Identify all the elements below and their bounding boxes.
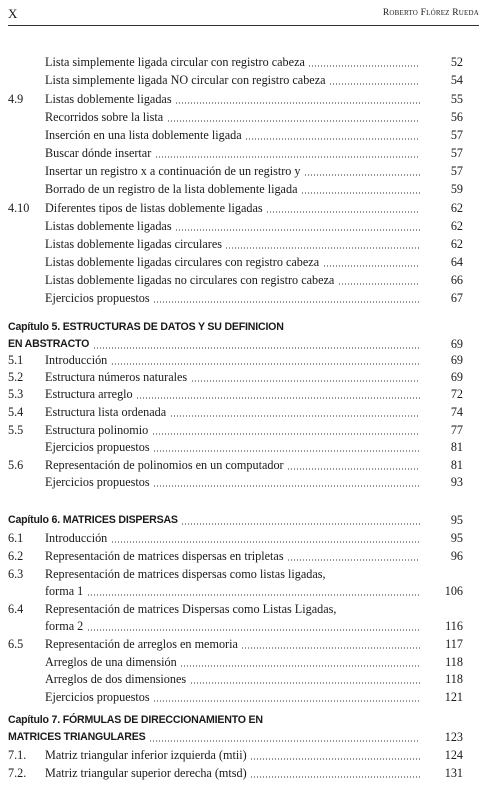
page-number: 81	[450, 458, 463, 472]
page-number: 62	[450, 201, 463, 215]
entry-title: Matriz triangular inferior izquierda (mtii)	[45, 748, 247, 762]
toc-entry	[0, 439, 487, 456]
entry-title: Matriz triangular superior derecha (mtsd)	[45, 766, 247, 780]
dot-leader	[225, 247, 420, 249]
toc-entry	[0, 765, 487, 782]
toc-entry	[0, 254, 487, 271]
section-number: 4.10	[8, 201, 30, 215]
page-number: 57	[450, 164, 463, 178]
dot-leader	[111, 363, 420, 365]
entry-title: Estructura polinomio	[45, 423, 149, 437]
entry-title: Buscar dónde insertar	[45, 146, 152, 160]
toc-entry	[0, 127, 487, 144]
page-number: 69	[450, 370, 463, 384]
dot-leader	[149, 740, 420, 742]
dot-leader	[87, 629, 420, 631]
entry-title: Borrado de un registro de la lista doblemente ligada	[45, 182, 298, 196]
toc-entry	[0, 636, 487, 653]
dot-leader	[266, 211, 420, 213]
page-number: 123	[444, 730, 463, 744]
dot-leader	[301, 192, 420, 194]
section-number: 6.2	[8, 549, 24, 563]
author-name: Roberto Flórez Rueda	[382, 8, 479, 18]
dot-leader	[136, 397, 420, 399]
toc-entry	[0, 352, 487, 369]
page-number: 62	[450, 237, 463, 251]
dot-leader	[155, 156, 420, 158]
dot-leader	[175, 102, 420, 104]
toc-entry	[0, 386, 487, 403]
entry-title: Representación de matrices dispersas en tripletas	[45, 549, 284, 563]
toc-entry	[0, 457, 487, 474]
toc-entry	[0, 200, 487, 217]
page-number: 57	[450, 146, 463, 160]
toc-entry	[0, 583, 487, 600]
toc-entry	[0, 618, 487, 635]
dot-leader	[329, 83, 420, 85]
section-number: 6.3	[8, 567, 24, 581]
page-number-roman: X	[8, 6, 18, 21]
section-number: 5.6	[8, 458, 24, 472]
toc-entry	[0, 272, 487, 289]
dot-leader	[323, 265, 420, 267]
chapter-heading	[0, 336, 487, 353]
entry-title: Lista simplemente ligada NO circular con registro cabeza	[45, 73, 326, 87]
entry-title: Ejercicios propuestos	[45, 291, 150, 305]
page-number: 117	[445, 637, 463, 651]
section-number: 5.4	[8, 405, 24, 419]
page-number: 118	[445, 655, 463, 669]
dot-leader	[153, 485, 420, 487]
dot-leader	[250, 776, 420, 778]
entry-title: forma 1	[45, 584, 84, 598]
page-number: 62	[450, 219, 463, 233]
page-number: 131	[444, 766, 463, 780]
toc-entry	[0, 422, 487, 439]
section-number: 4.9	[8, 92, 24, 106]
dot-leader	[245, 138, 420, 140]
dot-leader	[175, 229, 420, 231]
dot-leader	[170, 415, 420, 417]
entry-title: Estructura arreglo	[45, 387, 133, 401]
entry-title: Representación de matrices Dispersas como Listas Ligadas,	[45, 602, 337, 616]
dot-leader	[111, 541, 420, 543]
entry-title: Inserción en una lista doblemente ligada	[45, 128, 242, 142]
toc-entry	[0, 72, 487, 89]
page-number: 67	[450, 291, 463, 305]
section-number: 5.5	[8, 423, 24, 437]
entry-title: Listas doblemente ligadas	[45, 92, 172, 106]
entry-title: MATRICES TRIANGULARES	[8, 731, 146, 743]
entry-title: Arreglos de una dimensión	[45, 655, 177, 669]
page-number: 116	[445, 619, 463, 633]
entry-title: Listas doblemente ligadas circulares con registro cabeza	[45, 255, 320, 269]
page-number: 69	[450, 353, 463, 367]
entry-title: Representación de polinomios en un computador	[45, 458, 284, 472]
entry-title: Listas doblemente ligadas	[45, 219, 172, 233]
toc-entry	[0, 163, 487, 180]
section-number: 6.5	[8, 637, 24, 651]
toc-entry	[0, 530, 487, 547]
entry-title: Capítulo 5. ESTRUCTURAS DE DATOS Y SU DEFINICION	[8, 321, 284, 333]
toc-entry	[0, 181, 487, 198]
page-number: 52	[450, 55, 463, 69]
dot-leader	[250, 758, 420, 760]
chapter-heading	[0, 512, 487, 529]
entry-title: Introducción	[45, 531, 108, 545]
toc-entry	[0, 689, 487, 706]
toc-entry	[0, 474, 487, 491]
page-number: 106	[444, 584, 463, 598]
page-number: 95	[450, 513, 463, 527]
entry-title: Listas doblemente ligadas no circulares con registro cabeza	[45, 273, 335, 287]
page-number: 54	[450, 73, 463, 87]
page-number: 56	[450, 110, 463, 124]
entry-title: forma 2	[45, 619, 84, 633]
toc-entry	[0, 54, 487, 71]
entry-title: Introducción	[45, 353, 108, 367]
section-number: 5.1	[8, 353, 24, 367]
page-number: 121	[444, 690, 463, 704]
toc-entry	[0, 290, 487, 307]
entry-title: Ejercicios propuestos	[45, 475, 150, 489]
dot-leader	[287, 468, 420, 470]
entry-title: Lista simplemente ligada circular con registro cabeza	[45, 55, 305, 69]
page-number: 69	[450, 337, 463, 351]
page-number: 95	[450, 531, 463, 545]
page-number: 118	[445, 672, 463, 686]
toc-entry	[0, 747, 487, 764]
entry-title: Capítulo 6. MATRICES DISPERSAS	[8, 514, 178, 526]
chapter-heading	[0, 319, 487, 336]
page-number: 59	[450, 182, 463, 196]
dot-leader	[87, 594, 420, 596]
section-number: 7.1.	[8, 748, 27, 762]
dot-leader	[287, 559, 420, 561]
page-number: 77	[450, 423, 463, 437]
dot-leader	[191, 380, 420, 382]
page-number: 57	[450, 128, 463, 142]
entry-title: Ejercicios propuestos	[45, 690, 150, 704]
dot-leader	[338, 283, 420, 285]
entry-title: Capítulo 7. FÓRMULAS DE DIRECCIONAMIENTO EN	[8, 714, 263, 726]
dot-leader	[153, 700, 420, 702]
entry-title: Arreglos de dos dimensiones	[45, 672, 187, 686]
toc-entry	[0, 566, 487, 583]
chapter-heading	[0, 712, 487, 729]
dot-leader	[167, 120, 420, 122]
section-number: 5.2	[8, 370, 24, 384]
toc-entry	[0, 236, 487, 253]
dot-leader	[152, 433, 420, 435]
page-number: 96	[450, 549, 463, 563]
toc-entry	[0, 671, 487, 688]
entry-title: Representación de arreglos en memoria	[45, 637, 238, 651]
chapter-heading	[0, 729, 487, 746]
section-number: 5.3	[8, 387, 24, 401]
page-number: 64	[450, 255, 463, 269]
toc-entry	[0, 218, 487, 235]
entry-title: Insertar un registro x a continuación de un registro y	[45, 164, 301, 178]
dot-leader	[190, 682, 420, 684]
entry-title: Ejercicios propuestos	[45, 440, 150, 454]
toc-entry	[0, 91, 487, 108]
toc-entry	[0, 548, 487, 565]
dot-leader	[180, 665, 420, 667]
entry-title: Estructura lista ordenada	[45, 405, 167, 419]
entry-title: EN ABSTRACTO	[8, 338, 90, 350]
entry-title: Diferentes tipos de listas doblemente ligadas	[45, 201, 263, 215]
toc-entry	[0, 145, 487, 162]
section-number: 6.1	[8, 531, 24, 545]
page-number: 72	[450, 387, 463, 401]
page-number: 55	[450, 92, 463, 106]
toc-entry	[0, 369, 487, 386]
dot-leader	[181, 523, 420, 525]
section-number: 6.4	[8, 602, 24, 616]
entry-title: Listas doblemente ligadas circulares	[45, 237, 222, 251]
page-number: 93	[450, 475, 463, 489]
toc-entry	[0, 654, 487, 671]
page-number: 81	[450, 440, 463, 454]
toc-entry	[0, 109, 487, 126]
dot-leader	[93, 347, 420, 349]
toc-entry	[0, 601, 487, 618]
toc-entry	[0, 404, 487, 421]
dot-leader	[304, 174, 420, 176]
entry-title: Estructura números naturales	[45, 370, 188, 384]
page-number: 124	[444, 748, 463, 762]
entry-title: Representación de matrices dispersas como listas ligadas,	[45, 567, 326, 581]
dot-leader	[153, 301, 420, 303]
dot-leader	[308, 65, 420, 67]
entry-title: Recorridos sobre la lista	[45, 110, 164, 124]
dot-leader	[241, 647, 420, 649]
page-number: 66	[450, 273, 463, 287]
page-number: 74	[450, 405, 463, 419]
section-number: 7.2.	[8, 766, 27, 780]
dot-leader	[153, 450, 420, 452]
